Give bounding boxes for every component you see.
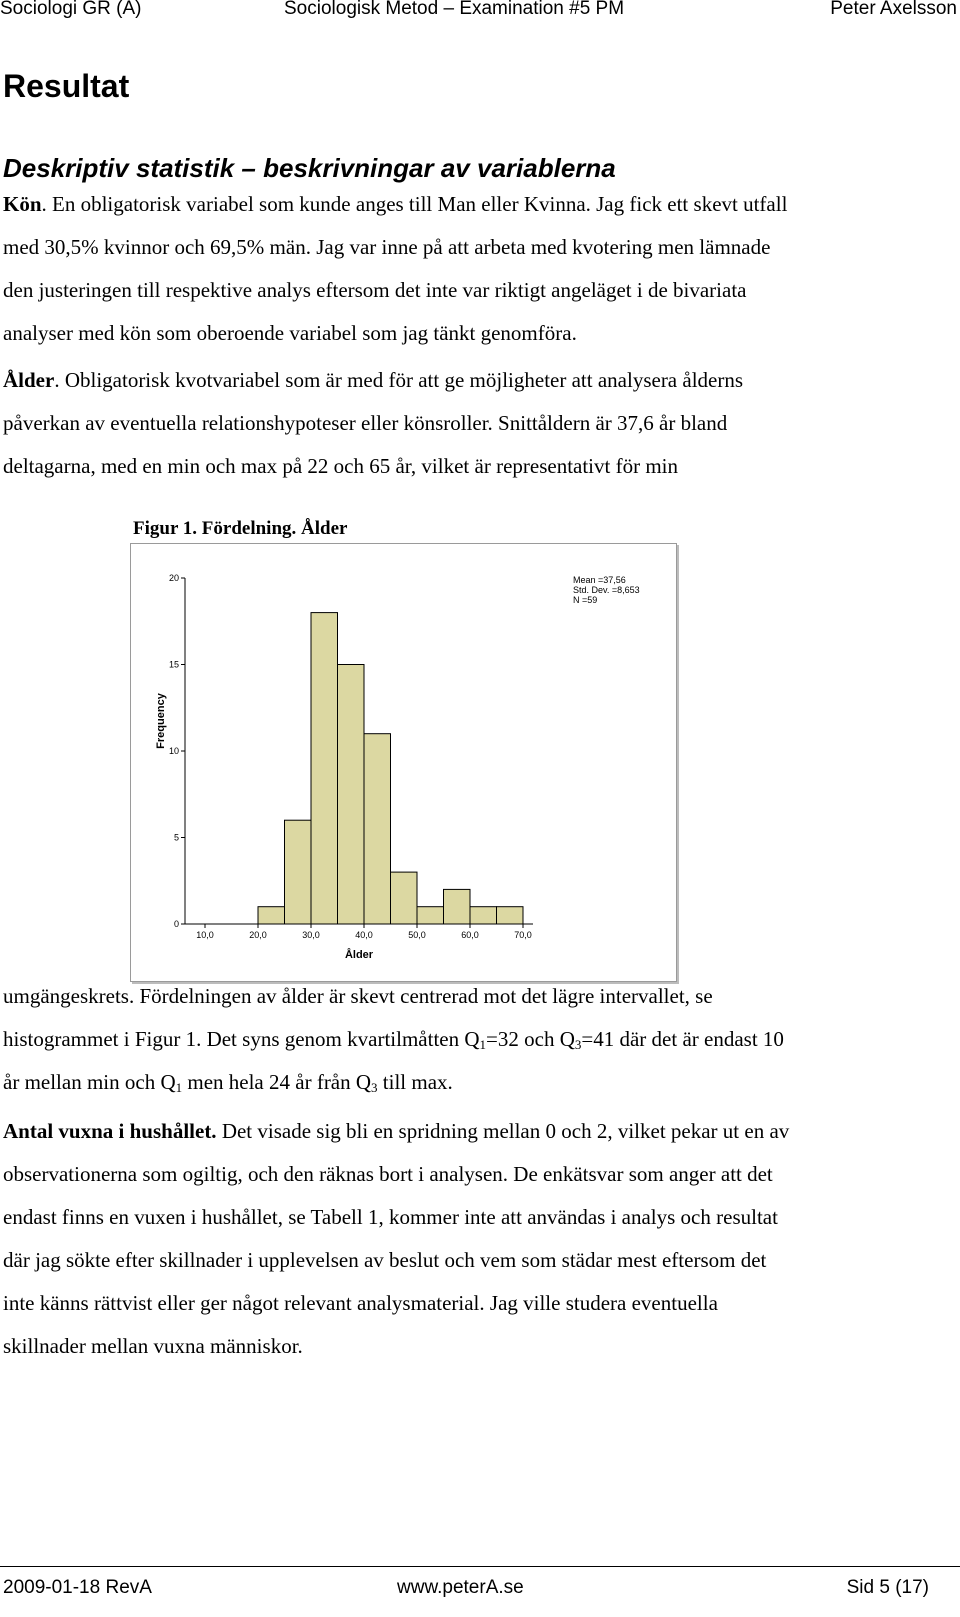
alder-line: deltagarna, med en min och max på 22 och 65 år, vilket är representativt för min xyxy=(3,454,679,478)
footer-website: www.peterA.se xyxy=(397,1577,524,1598)
vuxna-line: Det visade sig bli en spridning mellan 0 och 2, vilket pekar ut en av xyxy=(216,1119,790,1143)
kon-lead: Kön xyxy=(3,192,42,216)
paragraph-kon xyxy=(3,183,943,355)
kon-line: med 30,5% kvinnor och 69,5% män. Jag var inne på att arbeta med kvotering men lämnade xyxy=(3,235,771,259)
histogram-chart xyxy=(131,544,676,981)
section-title: Resultat xyxy=(3,68,130,104)
figure-caption: Figur 1. Fördelning. Ålder xyxy=(133,518,348,539)
histogram-bar xyxy=(497,907,524,924)
x-tick-label: 30,0 xyxy=(302,930,320,940)
histogram-bar xyxy=(338,665,365,925)
kon-line: . En obligatorisk variabel som kunde anges till Man eller Kvinna. Jag fick ett skevt utfall xyxy=(41,192,788,216)
y-axis-label: Frequency xyxy=(155,693,167,749)
vuxna-lead: Antal vuxna i hushållet. xyxy=(3,1119,217,1143)
x-tick-label: 70,0 xyxy=(514,930,532,940)
histogram-bar xyxy=(444,889,471,924)
kon-line: analyser med kön som oberoende variabel som jag tänkt genomföra. xyxy=(3,321,577,345)
histogram-bar xyxy=(311,613,338,924)
kon-line: den justeringen till respektive analys eftersom det inte var riktigt angeläget i de bivariata xyxy=(3,278,747,302)
histogram-bar xyxy=(258,907,285,924)
x-tick-label: 40,0 xyxy=(355,930,373,940)
footer-page-number: Sid 5 (17) xyxy=(846,1577,929,1598)
y-tick-label: 20 xyxy=(168,573,179,583)
stats-text: N =59 xyxy=(573,595,598,605)
vuxna-line: endast finns en vuxen i hushållet, se Tabell 1, kommer inte att användas i analys och resultat xyxy=(3,1205,778,1229)
x-tick-label: 10,0 xyxy=(196,930,214,940)
histogram-bar xyxy=(470,907,497,924)
stats-text: Std. Dev. =8,653 xyxy=(573,585,640,595)
histogram-figure xyxy=(130,543,677,982)
alder-line: . Obligatorisk kvotvariabel som är med för att ge möjligheter att analysera ålderns xyxy=(54,368,744,392)
y-tick-label: 10 xyxy=(168,746,179,756)
x-axis-label: Ålder xyxy=(344,949,374,961)
y-tick-label: 15 xyxy=(168,659,179,670)
subsection-title: Deskriptiv statistik – beskrivningar av variablerna xyxy=(3,153,616,183)
header-author: Peter Axelsson xyxy=(830,0,957,19)
vuxna-line: skillnader mellan vuxna människor. xyxy=(3,1334,303,1358)
fordelning-line: år mellan min och $Q_1$ men hela 24 år från $Q_3$ till max. xyxy=(3,1070,453,1095)
alder-line: påverkan av eventuella relationshypoteser eller könsroller. Snittåldern är 37,6 år bland xyxy=(3,411,728,435)
fordelning-line: umgängeskrets. Fördelningen av ålder är skevt centrerad mot det lägre intervallet, se xyxy=(3,984,713,1008)
vuxna-line: där jag sökte efter skillnader i upplevelsen av beslut och vem som städar mest eftersom det xyxy=(3,1248,767,1272)
vuxna-line: inte känns rättvist eller ger något relevant analysmaterial. Jag ville studera eventuella xyxy=(3,1291,718,1315)
x-tick-label: 60,0 xyxy=(461,930,479,940)
header-course: Sociologi GR (A) xyxy=(0,0,142,19)
x-tick-label: 50,0 xyxy=(408,930,426,940)
histogram-bar xyxy=(417,907,444,924)
page-header xyxy=(0,0,960,22)
y-tick-label: 0 xyxy=(173,919,179,929)
histogram-bar xyxy=(285,820,312,924)
stats-text: Mean =37,56 xyxy=(573,575,626,585)
paragraph-vuxna xyxy=(3,1110,943,1368)
histogram-bar xyxy=(391,872,418,924)
x-tick-label: 20,0 xyxy=(249,930,267,940)
page-footer xyxy=(0,1566,960,1617)
fordelning-line: histogrammet i Figur 1. Det syns genom kvartilmåtten $Q_1=32$ och $Q_3=41$ där det är endast 10 xyxy=(3,1027,784,1052)
y-tick-label: 5 xyxy=(173,832,179,843)
footer-date: 2009-01-18 RevA xyxy=(3,1577,152,1598)
paragraph-fordelning xyxy=(3,975,943,1104)
histogram-bar xyxy=(364,734,391,924)
vuxna-line: observationerna som ogiltig, och den räknas bort i analysen. De enkätsvar som anger att det xyxy=(3,1162,773,1186)
alder-lead: Ålder xyxy=(3,368,55,392)
paragraph-alder xyxy=(3,359,943,488)
header-title: Sociologisk Metod – Examination #5 PM xyxy=(284,0,625,19)
